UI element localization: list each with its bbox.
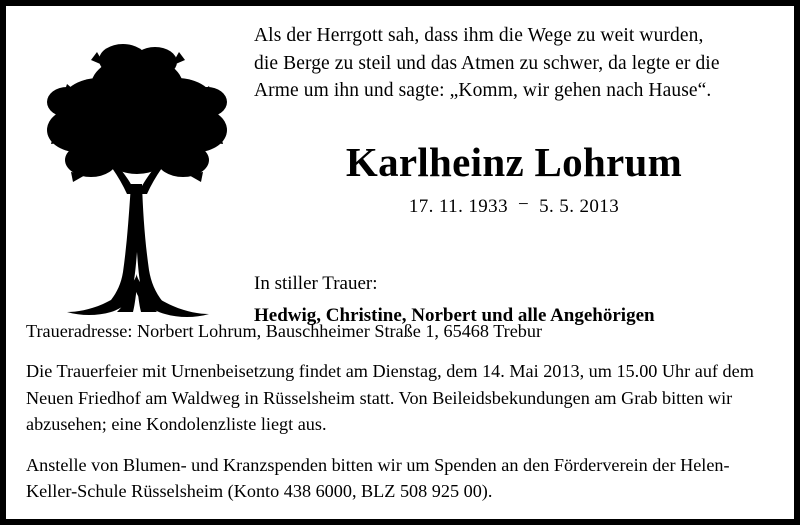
donation-request: Anstelle von Blumen- und Kranzspenden bitten wir um Spenden an den Förderverein der Helen-Keller-Schule Rüsselsheim (Konto 438 6000, BLZ 508 925 00). bbox=[26, 454, 730, 502]
verse-line-3: Arme um ihn und sagte: „Komm, wir gehen nach Hause“. bbox=[254, 80, 712, 102]
mourning-address: Traueradresse: Norbert Lohrum, Bauschheimer Straße 1, 65468 Trebur bbox=[26, 320, 543, 341]
obituary-top-section bbox=[26, 20, 774, 329]
verse-line-1: Als der Herrgott sah, dass ihm die Wege zu weit wurden, bbox=[254, 25, 704, 46]
tree-icon bbox=[37, 24, 237, 324]
mourning-label: In stiller Trauer: bbox=[254, 273, 378, 295]
obituary-bottom-section bbox=[26, 318, 774, 505]
tree-illustration bbox=[26, 20, 248, 324]
date-separator: − bbox=[517, 194, 530, 216]
life-dates bbox=[254, 196, 774, 218]
verse-line-2: die Berge zu steil und das Atmen zu schwer, da legte er die bbox=[254, 52, 720, 74]
obituary-inner bbox=[6, 6, 794, 519]
mourning-family: Hedwig, Christine, Norbert und alle Angehörigen bbox=[254, 304, 655, 326]
obituary-main-column bbox=[248, 20, 774, 329]
deceased-name: Karlheinz Lohrum bbox=[345, 139, 683, 186]
death-date: 5. 5. 2013 bbox=[539, 196, 620, 218]
birth-date: 17. 11. 1933 bbox=[408, 196, 508, 218]
ceremony-details: Die Trauerfeier mit Urnenbeisetzung findet am Dienstag, dem 14. Mai 2013, um 15.00 Uhr auf dem Neuen Friedhof am Waldweg in Rüsselsheim statt. Von Beileidsbekundungen am Grab bitten wir abzusehen; eine Kondolenzliste liegt aus. bbox=[26, 361, 754, 435]
memorial-verse bbox=[254, 22, 774, 105]
